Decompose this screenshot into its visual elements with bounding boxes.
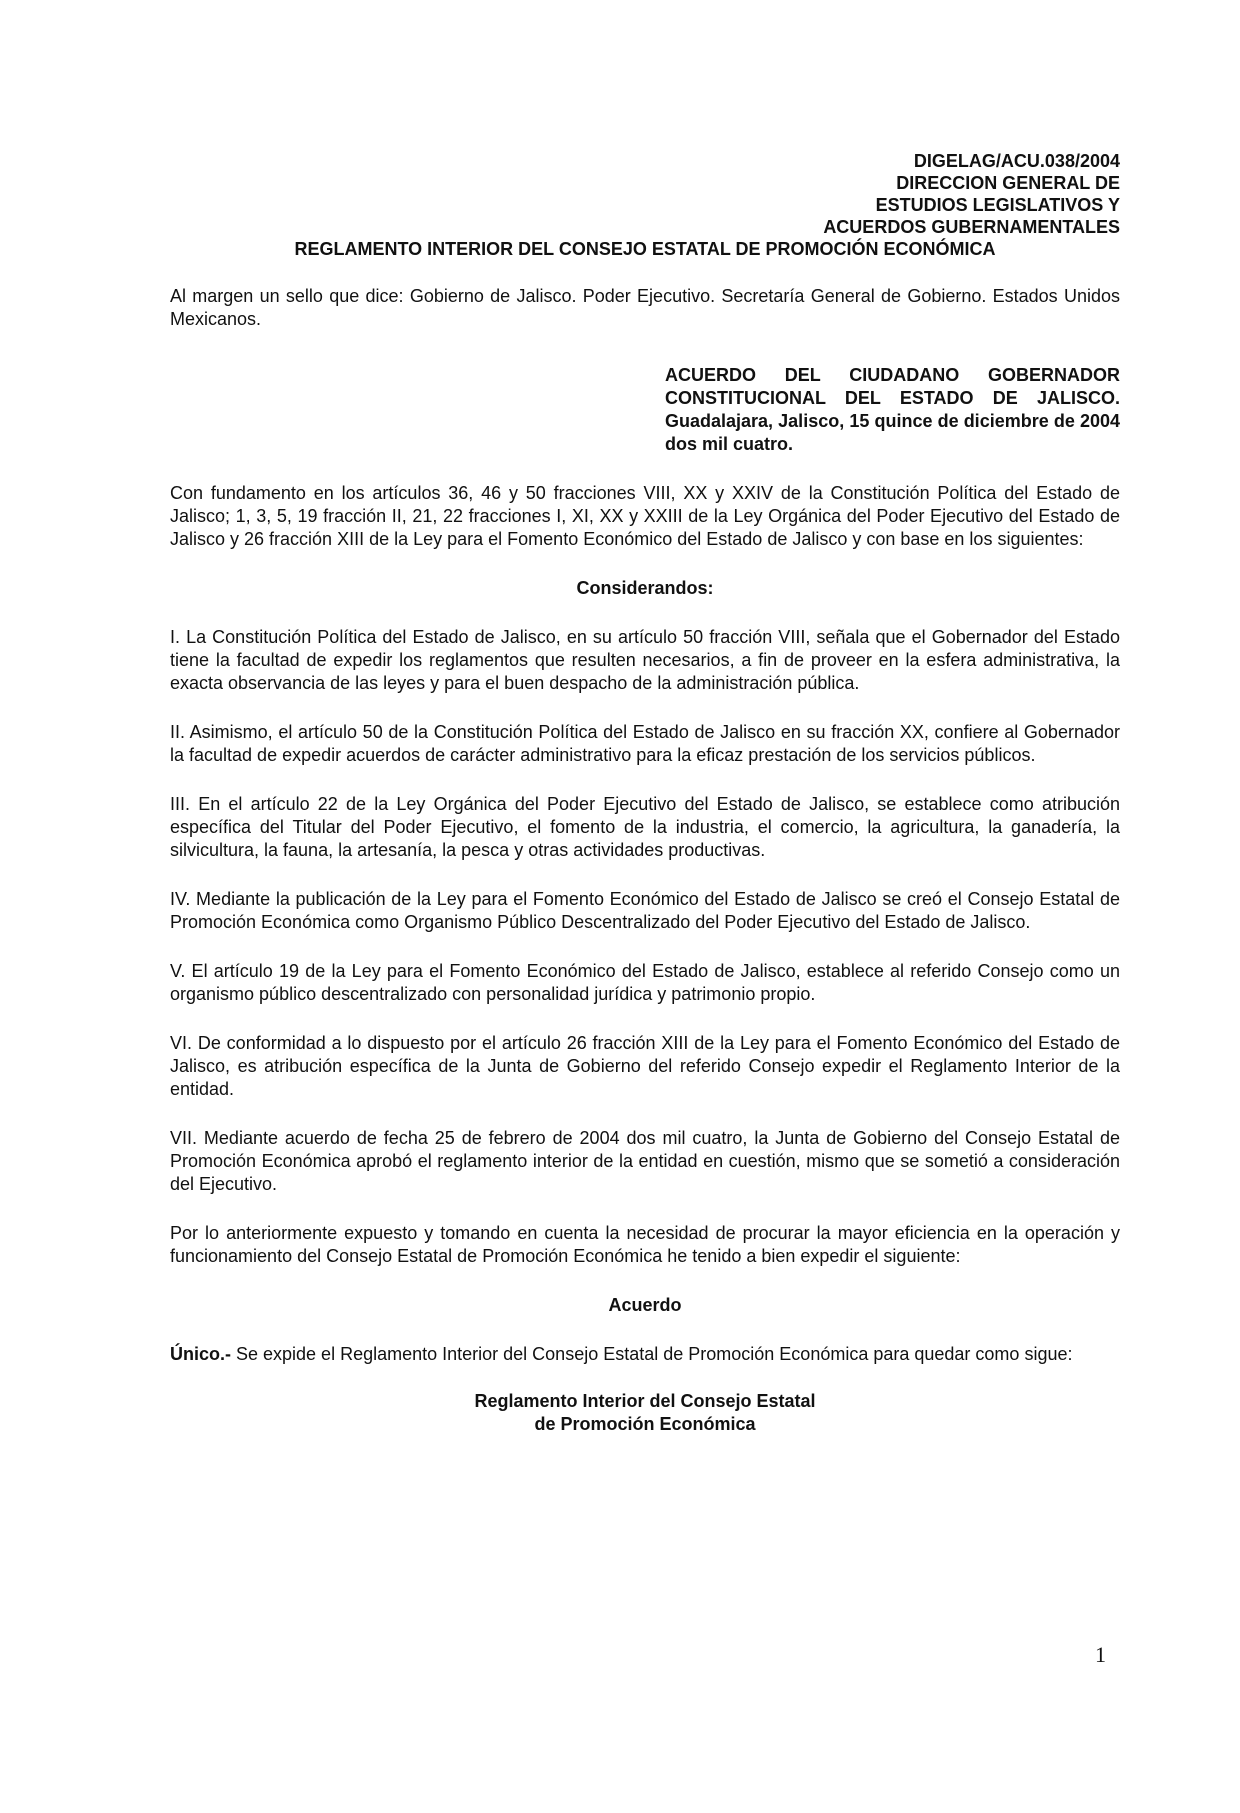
considerando-7: VII. Mediante acuerdo de fecha 25 de febrero de 2004 dos mil cuatro, la Junta de Gobierno del Consejo Estatal de Promoción Económica aprobó el reglamento interior de la entidad en cuestión, mismo que se sometió a consideración del Ejecutivo. <box>170 1128 1120 1194</box>
margin-note: Al margen un sello que dice: Gobierno de Jalisco. Poder Ejecutivo. Secretaría General de Gobierno. Estados Unidos Mexicanos. <box>170 286 1120 329</box>
document-code: DIGELAG/ACU.038/2004 <box>913 151 1120 171</box>
unico-label: Único.- <box>170 1344 231 1364</box>
considerando-3: III. En el artículo 22 de la Ley Orgánica del Poder Ejecutivo del Estado de Jalisco, se establece como atribución específica del Titular del Poder Ejecutivo, el fomento de la industria, el comercio, la agricultura, la ganadería, la silvicultura, la fauna, la artesanía, la pesca y otras actividades productivas. <box>170 794 1120 860</box>
department-line-2: ESTUDIOS LEGISLATIVOS Y <box>875 195 1120 215</box>
unico-paragraph <box>170 1343 1120 1366</box>
department-line-3: ACUERDOS GUBERNAMENTALES <box>823 217 1120 237</box>
reglamento-title-line-1: Reglamento Interior del Consejo Estatal <box>474 1391 816 1411</box>
reglamento-title-line-2: de Promoción Económica <box>534 1414 756 1434</box>
department-line-1: DIRECCION GENERAL DE <box>896 173 1120 193</box>
considerando-6: VI. De conformidad a lo dispuesto por el artículo 26 fracción XIII de la Ley para el Fomento Económico del Estado de Jalisco, es atribución específica de la Junta de Gobierno del referido Consejo expedir el Reglamento Interior de la entidad. <box>170 1033 1120 1099</box>
header-block <box>170 150 1120 238</box>
acuerdo-heading: ACUERDO DEL CIUDADANO GOBERNADOR CONSTITUCIONAL DEL ESTADO DE JALISCO. Guadalajara, Jalisco, 15 quince de diciembre de 2004 dos mil cuatro. <box>665 365 1120 454</box>
document-title: REGLAMENTO INTERIOR DEL CONSEJO ESTATAL DE PROMOCIÓN ECONÓMICA <box>294 239 996 259</box>
document-page <box>170 150 1120 1436</box>
considerandos-heading: Considerandos: <box>576 578 714 598</box>
considerando-4: IV. Mediante la publicación de la Ley para el Fomento Económico del Estado de Jalisco se creó el Consejo Estatal de Promoción Económica como Organismo Público Descentralizado del Poder Ejecutivo del Estado de Jalisco. <box>170 889 1120 932</box>
considerando-5: V. El artículo 19 de la Ley para el Fomento Económico del Estado de Jalisco, establece al referido Consejo como un organismo público descentralizado con personalidad jurídica y patrimonio propio. <box>170 961 1120 1004</box>
considerando-1: I. La Constitución Política del Estado de Jalisco, en su artículo 50 fracción VIII, señala que el Gobernador del Estado tiene la facultad de expedir los reglamentos que resulten necesarios, a fin de proveer en la esfera administrativa, la exacta observancia de las leyes y para el buen despacho de la administración pública. <box>170 627 1120 693</box>
conclusion-paragraph: Por lo anteriormente expuesto y tomando en cuenta la necesidad de procurar la mayor eficiencia en la operación y funcionamiento del Consejo Estatal de Promoción Económica he tenido a bien expedir el siguiente: <box>170 1223 1120 1266</box>
reglamento-title <box>170 1390 1120 1436</box>
unico-text: Se expide el Reglamento Interior del Consejo Estatal de Promoción Económica para quedar como sigue: <box>231 1344 1073 1364</box>
fundamento-paragraph: Con fundamento en los artículos 36, 46 y 50 fracciones VIII, XX y XXIV de la Constitución Política del Estado de Jalisco; 1, 3, 5, 19 fracción II, 21, 22 fracciones I, XI, XX y XXIII de la Ley Orgánica del Poder Ejecutivo del Estado de Jalisco y 26 fracción XIII de la Ley para el Fomento Económico del Estado de Jalisco y con base en los siguientes: <box>170 483 1120 549</box>
acuerdo-label: Acuerdo <box>608 1295 682 1315</box>
considerando-2: II. Asimismo, el artículo 50 de la Constitución Política del Estado de Jalisco en su fracción XX, confiere al Gobernador la facultad de expedir acuerdos de carácter administrativo para la eficaz prestación de los servicios públicos. <box>170 722 1120 765</box>
page-number: 1 <box>1095 1642 1106 1667</box>
